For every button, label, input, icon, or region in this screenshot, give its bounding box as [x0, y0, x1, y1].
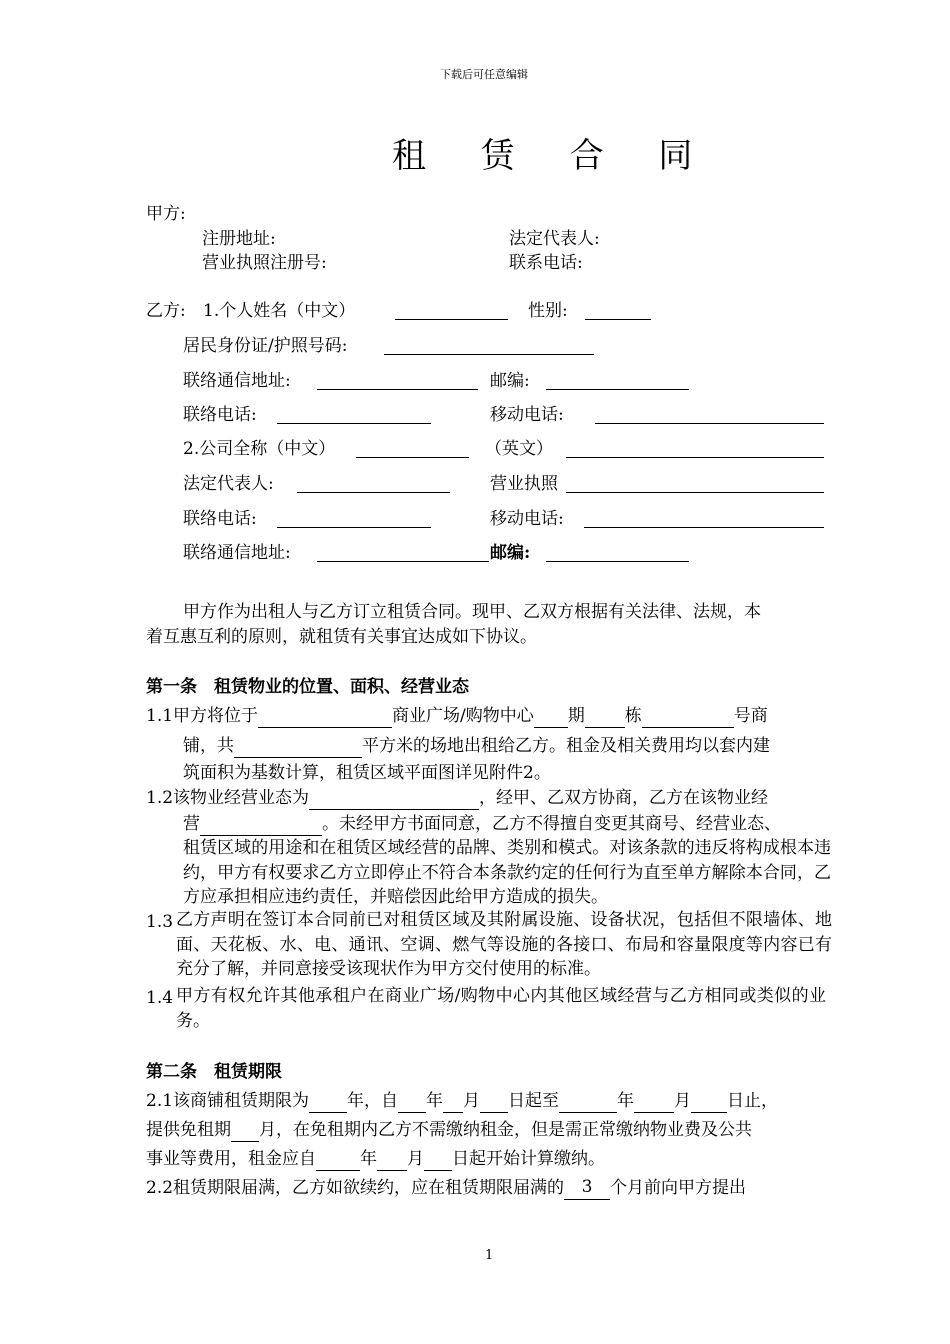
page-number: 1 — [485, 1248, 494, 1263]
addr-label: 联络通信地址: — [183, 371, 291, 391]
clause-1-2-rest: 租赁区域的用途和在租赁区域经营的品牌、类别和模式。对该条款的违反将构成根本违约，甲方有权要求乙方立即停止不符合本条款约定的任何行为直至单方解除本合同，乙方应承担相应违约责任，并赔偿因此给甲方造成的损失。 — [183, 838, 831, 908]
mobile2-blank[interactable] — [584, 508, 824, 528]
clause-2-1-line-1: 2.1该商铺租赁期限为 年，自 年 月 日起至 年 月 日止， — [146, 1091, 779, 1111]
gender-label: 性别: — [528, 301, 568, 321]
id-blank[interactable] — [384, 335, 594, 355]
company-cn-label: 2.公司全称（中文） — [183, 439, 336, 459]
gender-blank[interactable] — [585, 300, 651, 320]
clause-2-1-line-3: 事业等费用，租金应自 年 月 日起开始计算缴纳。 — [146, 1149, 605, 1169]
party-b-name-label: 1.个人姓名（中文） — [203, 301, 356, 321]
party-a-phone-label: 联系电话: — [509, 253, 583, 273]
article-2-heading: 第二条 租赁期限 — [146, 1062, 282, 1082]
clause-1-4-number: 1.4 — [146, 988, 174, 1008]
term-years-blank[interactable] — [309, 1093, 347, 1113]
phone-blank[interactable] — [277, 404, 431, 424]
addr-blank[interactable] — [317, 370, 478, 390]
clause-2-2-line-1: 2.2租赁期限届满，乙方如欲续约，应在租赁期限届满的 3 个月前向甲方提出 — [146, 1177, 747, 1198]
company-cn-blank[interactable] — [356, 438, 469, 458]
addr2-blank[interactable] — [317, 542, 489, 562]
clause-1-1-line-3: 筑面积为基数计算，租赁区域平面图详见附件2。 — [183, 763, 551, 783]
party-b-label: 乙方: — [146, 301, 186, 321]
clause-1-1-line-1: 1.1甲方将位于 商业广场/购物中心 期 栋 号商 — [146, 706, 768, 726]
mobile-blank[interactable] — [595, 404, 824, 424]
operation-blank[interactable] — [200, 816, 322, 836]
company-en-label: （英文） — [485, 439, 553, 459]
article-1-heading: 第一条 租赁物业的位置、面积、经营业态 — [146, 677, 469, 697]
legal-rep-blank[interactable] — [297, 473, 450, 493]
rent-year-blank[interactable] — [316, 1151, 360, 1171]
clause-1-2-line-2: 营 。未经甲方书面同意，乙方不得擅自变更其商号、经营业态、 — [183, 814, 781, 834]
start-month-blank[interactable] — [443, 1093, 463, 1113]
intro-line-1: 甲方作为出租人与乙方订立租赁合同。现甲、乙双方根据有关法律、法规，本 — [183, 602, 761, 622]
license-label: 营业执照 — [490, 474, 558, 494]
id-label: 居民身份证/护照号码: — [183, 336, 348, 356]
name-blank[interactable] — [395, 300, 508, 320]
clause-1-4-text: 甲方有权允许其他承租户在商业广场/购物中心内其他区域经营与乙方相同或类似的业务。 — [176, 986, 826, 1031]
party-a-reg-addr-label: 注册地址: — [202, 229, 276, 249]
page-title: 租 赁 合 同 — [392, 136, 715, 176]
clause-1-3-text: 乙方声明在签订本合同前已对租赁区域及其附属设施、设备状况，包括但不限墙体、地面、天花板、水、电、通讯、空调、燃气等设施的各接口、布局和容量限度等内容已有充分了解，并同意接受该现状作为甲方交付使用的标准。 — [176, 910, 832, 980]
end-year-blank[interactable] — [559, 1093, 617, 1113]
postcode-label: 邮编: — [490, 371, 530, 391]
postcode-blank[interactable] — [546, 370, 689, 390]
phone2-label: 联络电话: — [183, 509, 257, 529]
party-a-license-label: 营业执照注册号: — [202, 253, 327, 273]
business-type-blank[interactable] — [309, 790, 479, 810]
phone-label: 联络电话: — [183, 405, 257, 425]
legal-rep-label: 法定代表人: — [183, 474, 274, 494]
license-blank[interactable] — [566, 473, 824, 493]
phone2-blank[interactable] — [277, 508, 431, 528]
party-a-label: 甲方: — [146, 204, 186, 224]
header-note: 下载后可任意编辑 — [440, 68, 528, 81]
mobile-label: 移动电话: — [490, 405, 564, 425]
postcode2-blank[interactable] — [546, 542, 689, 562]
addr2-label: 联络通信地址: — [183, 543, 291, 563]
phase-blank[interactable] — [534, 708, 568, 728]
mobile2-label: 移动电话: — [490, 509, 564, 529]
postcode2-label: 邮编: — [490, 543, 531, 563]
rent-day-blank[interactable] — [424, 1151, 452, 1171]
start-year-blank[interactable] — [398, 1093, 426, 1113]
clause-2-1-line-2: 提供免租期 月，在免租期内乙方不需缴纳租金，但是需正常缴纳物业费及公共 — [146, 1120, 752, 1140]
shop-no-blank[interactable] — [642, 708, 734, 728]
end-day-blank[interactable] — [691, 1093, 727, 1113]
intro-line-2: 着互惠互利的原则，就租赁有关事宜达成如下协议。 — [146, 627, 537, 647]
start-day-blank[interactable] — [480, 1093, 508, 1113]
notice-months-value[interactable]: 3 — [564, 1175, 610, 1200]
clause-1-2-line-1: 1.2该物业经营业态为 ，经甲、乙双方协商，乙方在该物业经 — [146, 788, 769, 808]
end-month-blank[interactable] — [634, 1093, 674, 1113]
clause-1-3-number: 1.3 — [146, 912, 174, 932]
building-blank[interactable] — [585, 708, 625, 728]
free-rent-blank[interactable] — [231, 1122, 259, 1142]
area-blank[interactable] — [234, 738, 362, 758]
clause-1-1-line-2: 铺，共 平方米的场地出租给乙方。租金及相关费用均以套内建 — [183, 736, 770, 756]
rent-month-blank[interactable] — [377, 1151, 407, 1171]
company-en-blank[interactable] — [566, 438, 824, 458]
party-a-legal-rep-label: 法定代表人: — [509, 229, 600, 249]
location-blank[interactable] — [258, 708, 392, 728]
